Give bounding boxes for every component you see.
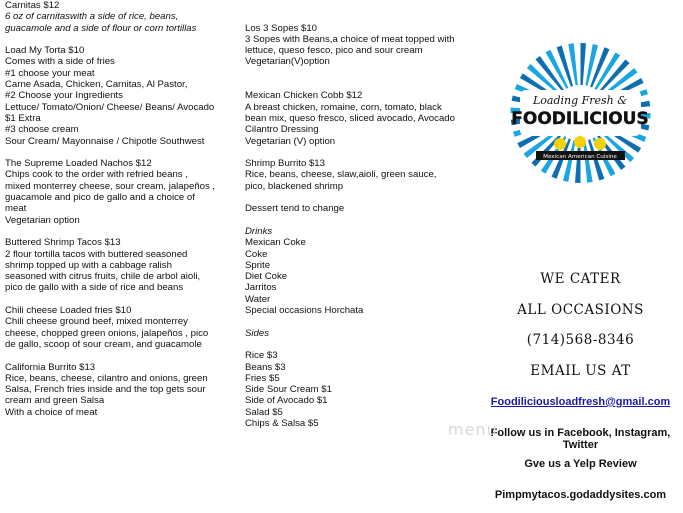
menu-line: Sprite <box>245 259 271 271</box>
menu-line: Side Sour Cream $1 <box>245 384 332 396</box>
menu-line <box>5 226 237 237</box>
menu-line: lettuce, queso fesco, pico and sour cream <box>245 45 423 57</box>
menu-line: Los 3 Sopes $10 <box>245 22 318 34</box>
menu-line: 6 oz of carnitaswith a side of rice, beans, <box>5 11 179 23</box>
menu-line: Vegetarian (V) option <box>245 135 336 147</box>
menu-line <box>245 192 470 203</box>
menu-line: Lettuce/ Tomato/Onion/ Cheese/ Beans/ Avocado <box>5 101 215 113</box>
menu-line: California Burrito $13 <box>5 361 96 373</box>
smiley-icon <box>554 138 566 150</box>
menu-line: meat <box>5 203 27 215</box>
menu-line: Chips cook to the order with refried beans , <box>5 169 188 181</box>
menu-line: With a choice of meat <box>5 406 98 418</box>
menu-line: Drinks <box>245 225 273 237</box>
menu-line: cream and green Salsa <box>5 395 105 407</box>
menu-line: guacamole and pico de gallo and a choice of <box>5 192 195 204</box>
menu-line: Vegetarian(V)option <box>245 56 330 68</box>
logo-brand-text: FOODILICIOUS <box>511 109 649 129</box>
menu-line: Salad $5 <box>245 406 283 418</box>
menu-line <box>5 350 237 361</box>
logo-ray <box>581 43 587 85</box>
menu-line: Rice, beans, cheese, slaw,aioli, green sauce, <box>245 169 437 181</box>
menu-line: cheese, chopped green onions, jalapeños , pico <box>5 327 209 339</box>
menu-line: Rice, beans, cheese, cilantro and onions, green <box>5 372 208 384</box>
menu-line: Water <box>245 293 271 305</box>
menu-line: bean mix, queso fresco, sliced avocado, Avocado <box>245 112 455 124</box>
menu-line: $1 Extra <box>5 112 41 124</box>
menu-line: Jarritos <box>245 282 277 294</box>
website-text[interactable]: Pimpmytacos.godaddysites.com <box>494 489 667 501</box>
phone-number[interactable]: (714)568-8346 <box>526 332 635 348</box>
logo-top-text: Loading Fresh & <box>532 94 628 107</box>
menu-line: Beans $3 <box>245 361 286 373</box>
logo-ray <box>585 44 598 86</box>
menu-line: 3 Sopes with Beans,a choice of meat topped with <box>245 33 455 45</box>
menu-line: Dessert tend to change <box>245 203 345 215</box>
foodilicious-logo <box>508 38 653 188</box>
menu-line: Carnitas $12 <box>5 0 60 11</box>
menu-line: Mexican Coke <box>245 237 306 249</box>
menu-line <box>245 79 470 90</box>
menu-line: pico de gallo with a side of rice and beans <box>5 282 184 294</box>
follow-text: Follow us in Facebook, Instagram, Twitter <box>490 427 671 451</box>
menu-line: Diet Coke <box>245 271 288 283</box>
menu-line: de gallo, scoop of sour cream, and guacamole <box>5 338 202 350</box>
menu-column-middle <box>245 0 470 429</box>
menu-line: 2 flour tortilla tacos with buttered seasoned <box>5 248 188 260</box>
menu-line: Shrimp Burrito $13 <box>245 158 325 170</box>
menu-line: #1 choose your meat <box>5 67 95 79</box>
menu-column-left <box>5 0 237 418</box>
menu-line: Comes with a side of fries <box>5 56 115 68</box>
menu-line: Special occasions Horchata <box>245 305 364 317</box>
menu-line: The Supreme Loaded Nachos $12 <box>5 158 152 170</box>
menu-line: Vegetarian option <box>5 214 80 226</box>
menu-line: Salsa, French fries inside and the top gets sour <box>5 384 206 396</box>
logo-subtitle: Mexican American Cuisine <box>543 154 617 160</box>
menu-line: #2 Choose your Ingredients <box>5 90 123 102</box>
all-occasions-heading: ALL OCCASIONS <box>517 302 644 318</box>
menu-line: Side of Avocado $1 <box>245 395 328 407</box>
menu-line: Rice $3 <box>245 350 278 362</box>
menu-line: seasoned with citrus fruits, chile de arbol aioli, <box>5 271 201 283</box>
menu-line <box>245 68 470 79</box>
smiley-icon <box>574 136 586 148</box>
yelp-text: Gve us a Yelp Review <box>524 458 637 470</box>
menu-line: #3 choose cream <box>5 124 79 136</box>
email-heading: EMAIL US AT <box>530 363 631 379</box>
menu-line <box>5 147 237 158</box>
watermark: menu <box>448 420 498 439</box>
we-cater-heading: WE CATER <box>540 271 621 287</box>
menu-line: A breast chicken, romaine, corn, tomato, black <box>245 101 442 113</box>
menu-line: Buttered Shrimp Tacos $13 <box>5 237 121 249</box>
menu-line: pico, blackened shrimp <box>245 180 344 192</box>
menu-line <box>5 34 237 45</box>
menu-line: Fries $5 <box>245 372 280 384</box>
menu-line <box>245 11 470 22</box>
menu-line: Load My Torta $10 <box>5 45 85 57</box>
menu-line <box>245 215 470 226</box>
menu-line: Chili cheese Loaded fries $10 <box>5 305 132 317</box>
menu-line: Chips & Salsa $5 <box>245 417 319 429</box>
menu-line: mixed monterrey cheese, sour cream, jalapeños , <box>5 180 216 192</box>
menu-line: Chili cheese ground beef, mixed monterrey <box>5 316 188 328</box>
menu-line: Carne Asada, Chicken, Carnitas, Al Pastor, <box>5 79 188 91</box>
menu-line: Cilantro Dressing <box>245 124 319 136</box>
menu-line: Coke <box>245 248 268 260</box>
menu-line: shrimp topped up with a cabbage ralish <box>5 259 172 271</box>
menu-line: Sides <box>245 327 269 339</box>
menu-line: guacamole and a side of flour or corn tortillas <box>5 22 197 34</box>
menu-line <box>245 147 470 158</box>
menu-line: Mexican Chicken Cobb $12 <box>245 90 363 102</box>
menu-line <box>5 294 237 305</box>
email-link[interactable]: Foodiliciousloadfresh@gmail.com <box>490 396 671 408</box>
menu-line: Sour Cream/ Mayonnaise / Chipotle Southwest <box>5 135 205 147</box>
menu-line <box>245 316 470 327</box>
promo-panel <box>478 0 683 513</box>
smiley-icon <box>594 138 606 150</box>
menu-line <box>245 339 470 350</box>
menu-line <box>245 0 470 11</box>
